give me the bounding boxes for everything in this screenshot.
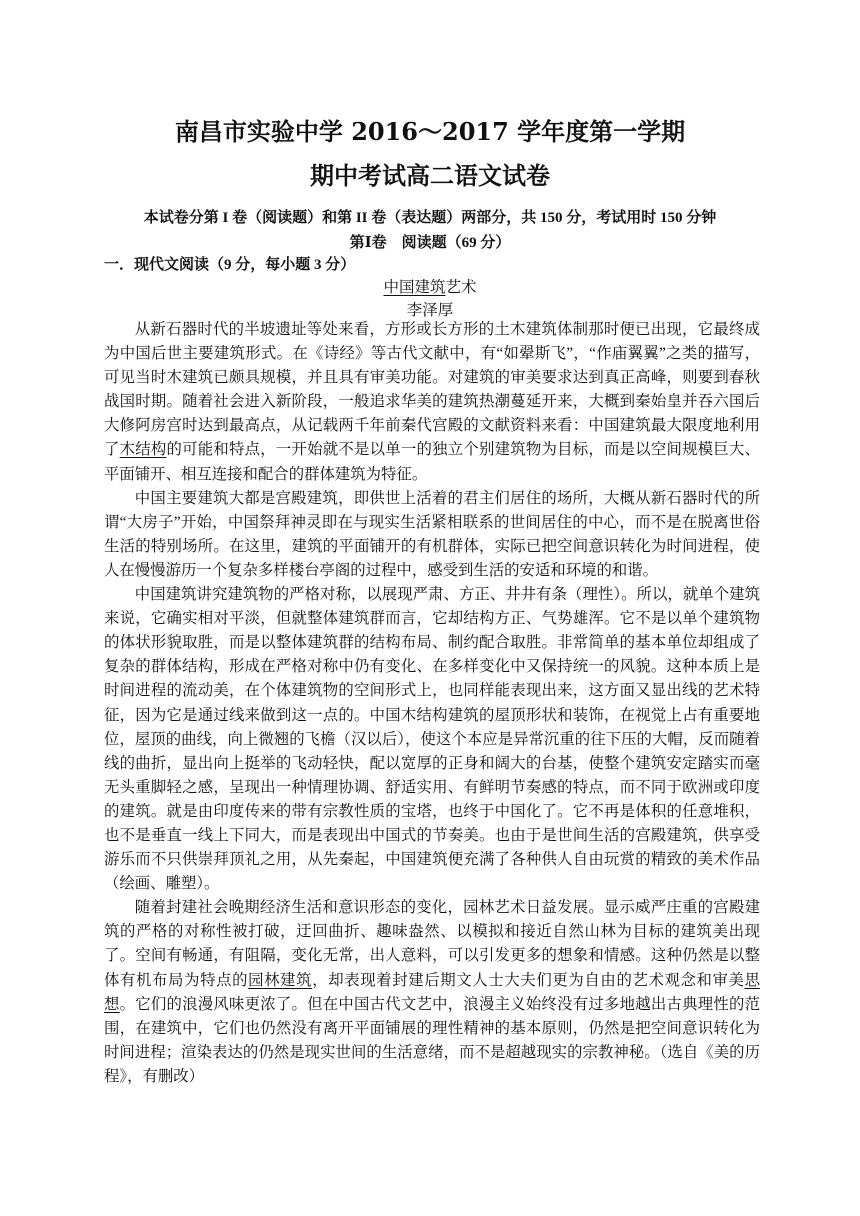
p4-text-c: 。它们的浪漫风味更浓了。但在中国古代文艺中，浪漫主义始终没有过多地越出古典理性的范围，在建筑中，它们也仍然没有离开平面铺展的理性精神的基本原则，仍然是把空间意识转化为时间进程；渲染表达的仍然是现实世间的生活意绪，而不是超越现实的宗教神秘。（选自《美的历程》，有删改） xyxy=(104,995,760,1085)
p4-text-b: ，却表现着封建后期文人士大夫们更为自由的艺术观念和审美 xyxy=(312,971,745,989)
exam-title-line1: 南昌市实验中学 2016～2017 学年度第一学期 xyxy=(174,117,686,146)
p1-underlined-term: 木结构 xyxy=(119,441,167,459)
paragraph-2: 中国主要建筑大都是宫殿建筑，即供世上活着的君主们居住的场所，大概从新石器时代的所谓“大房子”开始，中国祭拜神灵即在与现实生活紧相联系的世间居住的中心，而不是在脱离世俗生活的特别场所。在这里，建筑的平面铺开的有机群体，实际已把空间意识转化为时间进程，使人在慢慢游历一个复杂多样楼台亭阁的过程中，感受到生活的安适和环境的和谐。 xyxy=(104,489,760,579)
p1-text-a: 从新石器时代的半坡遗址等处来看，方形或长方形的土木建筑体制那时便已出现，它最终成为中国后世主要建筑形式。在《诗经》等古代文献中，有“如翚斯飞”，“作庙翼翼”之类的描写，可见当时木建筑已颇具规模，并且具有审美功能。对建筑的审美要求达到真正高峰，则要到春秋战国时期。随着社会进入新阶段，一般追求华美的建筑热潮蔓延开来，大概到秦始皇并吞六国后大修阿房宫时达到最高点，从记载两千年前秦代宫殿的文献资料来看：中国建筑最大限度地利用了 xyxy=(104,321,760,459)
paragraph-4 xyxy=(104,896,760,1089)
p4-text-a: 随着封建社会晚期经济生活和意识形态的变化，园林艺术日益发展。显示威严庄重的宫殿建筑的严格的对称性被打破，迂回曲折、趣味盎然、以模拟和接近自然山林为目标的建筑美出现了。空间有畅通，有阻隔，变化无常，出人意料，可以引发更多的想象和情感。这种仍然是以整体有机布局为特点的 xyxy=(104,899,760,989)
p1-text-b: 的可能和特点，一开始就不是以单一的独立个别建筑物为目标，而是以空间规模巨大、平面铺开、相互连接和配合的群体建筑为特征。 xyxy=(104,441,760,483)
article-title-underlined: 中国建筑 xyxy=(383,279,446,296)
article-author: 李泽厚 xyxy=(406,302,454,319)
part-heading: 第Ⅰ卷 阅读题（69 分） xyxy=(349,235,511,251)
p4-underlined-term-2: 思想 xyxy=(104,971,760,1013)
article-title-rest: 艺术 xyxy=(445,279,477,296)
exam-title-line2: 期中考试高二语文试卷 xyxy=(310,161,550,190)
p4-underlined-term-1: 园林建筑 xyxy=(248,971,313,989)
exam-info: 本试卷分第 I 卷（阅读题）和第 II 卷（表达题）两部分，共 150 分，考试用时 150 分钟 xyxy=(143,210,717,226)
paragraph-3: 中国建筑讲究建筑物的严格对称，以展现严肃、方正、井井有条（理性）。所以，就单个建筑来说，它确实相对平淡，但就整体建筑群而言，它却结构方正、气势雄浑。它不是以单个建筑物的体状形貌取胜，而是以整体建筑群的结构布局、制约配合取胜。非常简单的基本单位却组成了复杂的群体结构，形成在严格对称中仍有变化、在多样变化中又保持统一的风貌。这种本质上是时间进程的流动美，在个体建筑物的空间形式上，也同样能表现出来，这方面又显出线的艺术特征，因为它是通过线来做到这一点的。中国木结构建筑的屋顶形状和装饰，在视觉上占有重要地位，屋顶的曲线，向上微翘的飞檐（汉以后），使这个本应是异常沉重的往下压的大帽，反而随着线的曲折，显出向上挺举的飞动轻快，配以宽厚的正身和阔大的台基，使整个建筑安定踏实而毫无头重脚轻之感，呈现出一种情理协调、舒适实用、有鲜明节奏感的特点，而不同于欧洲或印度的建筑。就是由印度传来的带有宗教性质的宝塔，也终于中国化了。它不再是体积的任意堆积，也不是垂直一线上下同大，而是表现出中国式的节奏美。也由于是世间生活的宫殿建筑，供享受游乐而不只供崇拜顶礼之用，从先秦起，中国建筑便充满了各种供人自由玩赏的精致的美术作品（绘画、雕塑）。 xyxy=(104,586,760,893)
section-heading: 一．现代文阅读（9 分，每小题 3 分） xyxy=(104,257,356,273)
article-title xyxy=(0,275,860,297)
article-body xyxy=(104,318,760,1089)
paragraph-1 xyxy=(104,318,760,487)
